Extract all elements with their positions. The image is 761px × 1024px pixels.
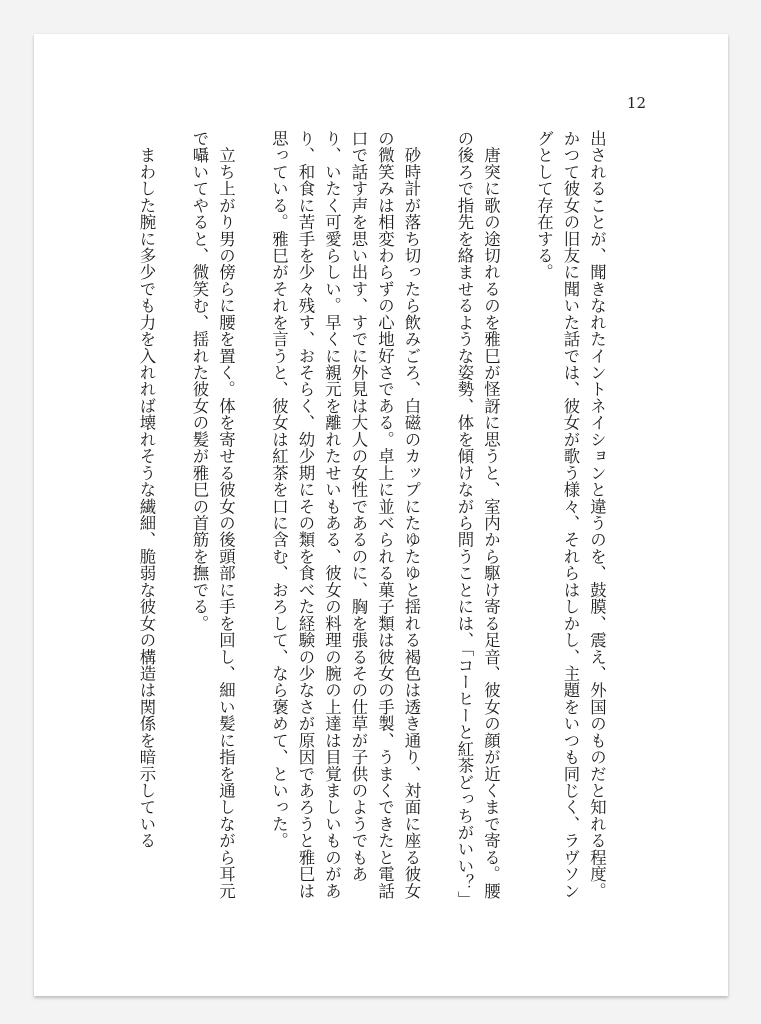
page-number: 12 (626, 94, 646, 112)
paragraph: 立ち上がり男の傍らに腰を置く。体を寄せる彼女の後頭部に手を回し、細い髪に指を通しながら耳元で囁いてやると、微笑む、揺れた彼女の髪が雅巳の首筋を撫でる。 (190, 130, 236, 900)
vertical-text-body (106, 130, 636, 910)
paragraph: 唐突に歌の途切れるのを雅巳が怪訝に思うと、室内から駆け寄る足音、彼女の顔が近くまで寄る。腰の後ろで指先を絡ませるような姿勢、体を傾けながら問うことには、「コーヒーと紅茶どっちがいい？」 (455, 130, 501, 908)
paragraph: まわした腕に多少でも力を入れれば壊れそうな繊細、脆弱な彼女の構造は関係を暗示している (137, 130, 156, 849)
book-page (34, 34, 728, 996)
paragraph: 出されることが、聞きなれたイントネイションと違うのを、鼓膜、震え、外国のものだと知れる程度。かつて彼女の旧友に聞いた話では、彼女が歌う様々、それらはしかし、主題をいつも同じく、ラヴソングとして存在する。 (534, 130, 607, 900)
paragraph: 砂時計が落ち切ったら飲みごろ、白磁のカップにたゆたゆと揺れる褐色は透き通り、対面に座る彼女の微笑みは相変わらずの心地好さである。卓上に並べられる菓子類は彼女の手製、うまくできたと電話口で話す声を思い出す、すでに外見は大人の女性であるのに、胸を張るその仕草が子供のようでもあり、いたく可愛らしい。早くに親元を離れたせいもある、彼女の料理の腕の上達は目覚ましいものがあり、和食に苦手を少々残す、おそらく、幼少期にその類を食べた経験の少なさが原因であろうと雅巳は思っている。雅巳がそれを言うと、彼女は紅茶を口に含む、おろして、なら褒めて、といった。 (269, 130, 421, 900)
